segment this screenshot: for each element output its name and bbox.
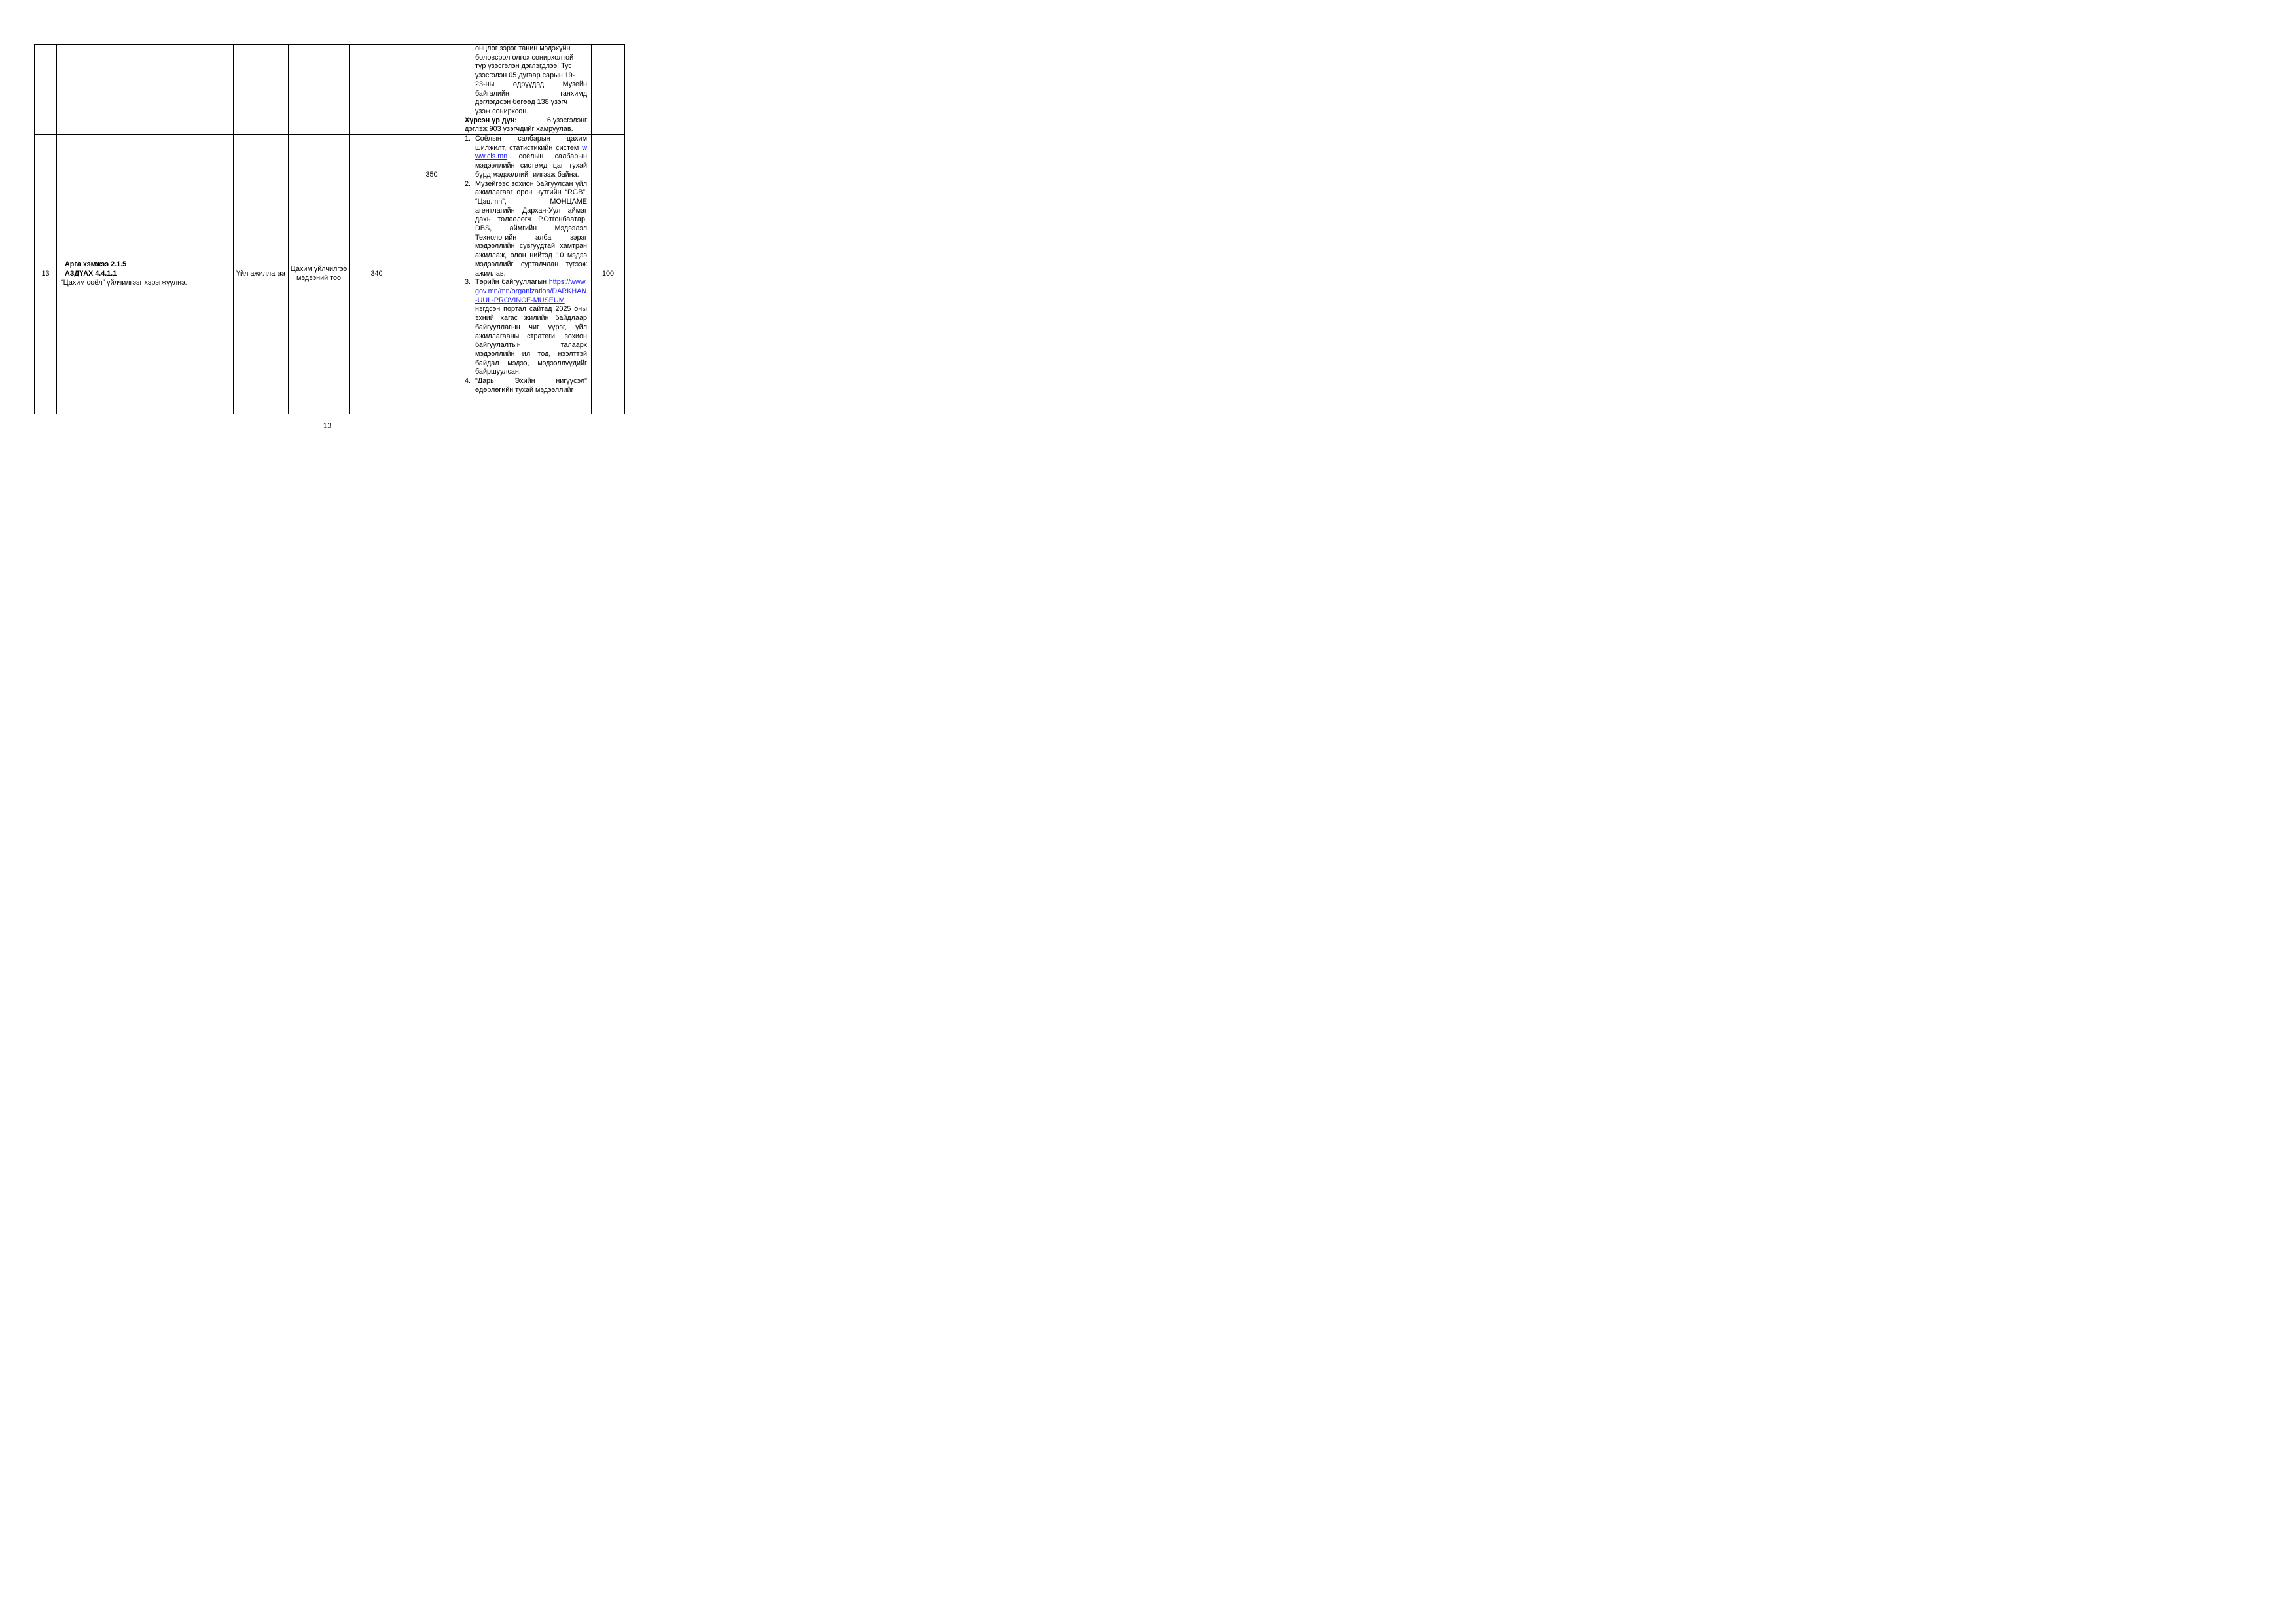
result-line: онцлог зэрэг танин мэдэхүйн — [475, 45, 571, 52]
result-line: дэглэгдсэн бөгөөд 138 үзэгч — [475, 98, 568, 107]
result-line: 23-ны өдрүүдэд Музейн — [475, 80, 587, 88]
outcome-value-cont: дэглэж 903 үзэгчдийг хамруулав. — [465, 125, 573, 134]
outcome-value: 6 үзэсгэлэнг — [547, 116, 587, 124]
hyperlink[interactable]: www.cis.mn — [475, 143, 587, 161]
cell-result — [459, 135, 592, 414]
cell-baseline — [350, 45, 404, 135]
cell-result — [459, 45, 592, 135]
cell-score — [592, 45, 625, 135]
cell-baseline: 340 — [350, 135, 404, 414]
list-text — [475, 135, 587, 180]
list-item — [465, 377, 587, 395]
report-table — [34, 44, 625, 414]
cell-type — [234, 135, 289, 414]
cell-score: 100 — [592, 135, 625, 414]
cell-number: 13 — [35, 135, 57, 414]
list-text-part: Соёлын салбарын цахим шилжилт, статистикийн систем — [475, 135, 587, 152]
list-text-part: нэгдсэн портал сайтад 2025 оны эхний хагас жилийн байдлаар байгууллагын чиг үүрэг, үйл ажиллагааны стратеги, зохион байгуулалтын талаарх мэдээллийн ил тод, нээлттэй байдал мэдээ, мэдээллүүдийг байршуулсан. — [475, 305, 587, 376]
table-row-continued — [35, 45, 625, 135]
list-text-part: соёлын салбарын мэдээллийн системд цаг тухай бүрд мэдээллийг илгээж байна. — [475, 152, 587, 179]
result-line: үзэсгэлэн 05 дугаар сарын 19- — [475, 71, 575, 80]
document-page — [0, 0, 655, 463]
list-text-part: "Дарь Эхийн нигүүсэл" өдөрлөгийн тухай мэдээллийг — [475, 377, 587, 394]
list-number: 2. — [465, 179, 471, 188]
result-line: үзэж сонирхсон. — [475, 107, 529, 115]
table-row-13 — [35, 135, 625, 414]
cell-number — [35, 45, 57, 135]
cell-indicator — [289, 45, 350, 135]
result-text — [465, 45, 587, 116]
result-line: боловсрол олгох сонирхолтой — [475, 53, 574, 62]
activity-description: “Цахим соёл” үйлчилгээг хэрэгжүүлнэ. — [61, 278, 187, 287]
outcome-label: Хүрсэн үр дүн: — [465, 116, 517, 124]
cell-target: 350 — [404, 135, 459, 414]
list-text — [475, 180, 587, 279]
list-text-part: Музейгээс зохион байгуулсан үйл ажиллагааг орон нутгийн “RGB”, “Цэц.mn”, МОНЦАМЕ агентлагийн Дархан-Уул аймаг дахь төлөөлөгч Р.Отгонбаатар, DBS, аймгийн Мэдээлэл Технологийн алба зэрэг мэдээллийн сувгуудтай хамтран ажиллаж, олон нийтэд 10 мэдээ мэдээллийг сурталчлан түгээж ажиллав. — [475, 179, 587, 277]
result-line: байгалийн танхимд — [475, 89, 587, 98]
activity-ref: АЗДҮАХ 4.4.1.1 — [65, 270, 117, 278]
list-item — [465, 278, 587, 377]
activity-type: Үйл ажиллагаа — [236, 270, 285, 278]
list-number: 3. — [465, 278, 471, 287]
activity-code: Арга хэмжээ 2.1.5 — [65, 260, 127, 269]
cell-activity — [57, 135, 234, 414]
list-text — [475, 278, 587, 377]
list-item — [465, 180, 587, 279]
outcome-line — [465, 116, 587, 126]
list-text-part: Төрийн байгууллагын — [475, 278, 549, 287]
page-number: 13 — [323, 423, 332, 430]
indicator-text: Цахим үйлчилгээ мэдээний тоо — [290, 265, 348, 283]
result-list — [465, 135, 587, 414]
list-number: 4. — [465, 377, 471, 385]
list-text — [475, 377, 587, 395]
list-number: 1. — [465, 135, 471, 143]
hyperlink[interactable]: https://www.gov.mn/mn/organization/DARKHAN-UUL-PROVINCE-MUSEUM — [475, 278, 587, 304]
cell-target — [404, 45, 459, 135]
result-line: түр үзэсгэлэн дэглэгдлээ. Тус — [475, 62, 572, 71]
list-item — [465, 135, 587, 180]
cell-type — [234, 45, 289, 135]
cell-indicator — [289, 135, 350, 414]
cell-activity — [57, 45, 234, 135]
